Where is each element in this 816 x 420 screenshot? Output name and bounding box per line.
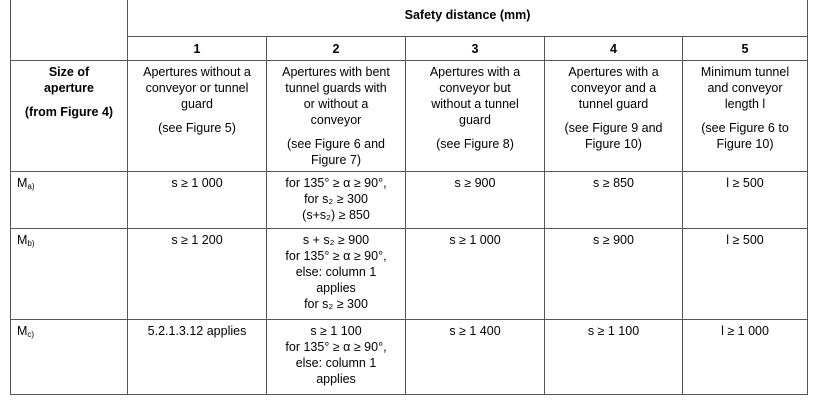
column-description-line: and conveyor xyxy=(707,81,783,95)
aperture-size-label xyxy=(11,172,128,229)
column-description-line: without a tunnel xyxy=(431,97,519,111)
group-header xyxy=(128,0,808,37)
table-cell-col-4 xyxy=(545,320,683,395)
figure-reference-line: (see Figure 6 to xyxy=(701,121,789,135)
cell-line: s ≥ 850 xyxy=(593,176,634,190)
table-cell-col-5 xyxy=(683,172,808,229)
figure-reference-line: Figure 10) xyxy=(585,137,642,151)
table-cell-col-5 xyxy=(683,229,808,320)
cell-line: (s+s₂) ≥ 850 xyxy=(302,208,370,222)
column-description-line: Minimum tunnel xyxy=(700,65,790,79)
column-description-line: conveyor xyxy=(310,113,362,127)
col-num-5: 5 xyxy=(683,37,808,61)
col-num-3: 3 xyxy=(406,37,545,61)
table-cell-col-1 xyxy=(128,172,267,229)
cell-line: s ≥ 900 xyxy=(593,233,634,247)
cell-line: s ≥ 1 100 xyxy=(310,324,362,338)
table-cell-col-3 xyxy=(406,229,545,320)
aperture-symbol: M xyxy=(17,176,28,190)
group-title: Safety distance (mm) xyxy=(404,8,531,22)
cell-line: for 135° ≥ α ≥ 90°, xyxy=(285,340,387,354)
column-description-line: tunnel guard xyxy=(578,97,649,111)
table-cell-col-4 xyxy=(545,229,683,320)
figure-reference-line: Figure 10) xyxy=(716,137,774,151)
col-num-1: 1 xyxy=(128,37,267,61)
cell-line: l ≥ 500 xyxy=(726,233,764,247)
aperture-subscript: a) xyxy=(27,182,35,191)
table-row xyxy=(11,320,808,395)
column-description-line: guard xyxy=(459,113,491,127)
col-num-4: 4 xyxy=(545,37,683,61)
corner-cell xyxy=(11,0,128,61)
column-description-line: guard xyxy=(181,97,213,111)
cell-line: s ≥ 900 xyxy=(454,176,496,190)
figure-reference-line: (see Figure 5) xyxy=(158,121,236,135)
cell-line: s ≥ 1 000 xyxy=(449,233,501,247)
table-row xyxy=(11,229,808,320)
cell-line: l ≥ 1 000 xyxy=(721,324,769,338)
row-header-cell xyxy=(11,61,128,172)
column-description-line: Apertures with bent xyxy=(282,65,390,79)
aperture-symbol: M xyxy=(17,324,28,338)
table-cell-col-3 xyxy=(406,172,545,229)
cell-line: s + s₂ ≥ 900 xyxy=(302,233,370,247)
table-cell-col-2 xyxy=(267,229,406,320)
col-desc-5 xyxy=(683,61,808,172)
table-row xyxy=(11,172,808,229)
cell-line: s ≥ 1 400 xyxy=(449,324,501,338)
cell-line: else: column 1 xyxy=(295,356,377,370)
aperture-subscript: c) xyxy=(27,330,35,339)
table-cell-col-5 xyxy=(683,320,808,395)
col-num-2: 2 xyxy=(267,37,406,61)
table-cell-col-4 xyxy=(545,172,683,229)
column-description-line: tunnel guards with xyxy=(285,81,387,95)
column-description-line: Apertures with a xyxy=(568,65,659,79)
table-cell-col-1 xyxy=(128,320,267,395)
cell-line: else: column 1 xyxy=(295,265,377,279)
row-header-line: Size of xyxy=(48,65,90,79)
col-desc-4 xyxy=(545,61,683,172)
figure-reference-line: (see Figure 9 and xyxy=(564,121,663,135)
cell-line: for 135° ≥ α ≥ 90°, xyxy=(285,249,387,263)
col-desc-3 xyxy=(406,61,545,172)
col-desc-2 xyxy=(267,61,406,172)
column-description-row xyxy=(11,61,808,172)
column-description-line: Apertures without a xyxy=(143,65,251,79)
table-cell-col-2 xyxy=(267,320,406,395)
column-description-line: conveyor but xyxy=(439,81,511,95)
aperture-size-label xyxy=(11,229,128,320)
aperture-subscript: b) xyxy=(27,239,35,248)
aperture-symbol: M xyxy=(17,233,28,247)
column-description-line: or without a xyxy=(303,97,369,111)
column-description-line: conveyor and a xyxy=(570,81,657,95)
table-cell-col-2 xyxy=(267,172,406,229)
cell-line: for s₂ ≥ 300 xyxy=(304,192,368,206)
row-header-line: (from Figure 4) xyxy=(24,105,114,119)
aperture-size-label xyxy=(11,320,128,395)
figure-reference-line: (see Figure 8) xyxy=(436,137,514,151)
column-description-line: conveyor or tunnel xyxy=(145,81,249,95)
row-header-line: aperture xyxy=(43,81,95,95)
col-desc-1 xyxy=(128,61,267,172)
cell-line: s ≥ 1 200 xyxy=(171,233,223,247)
cell-line: 5.2.1.3.12 applies xyxy=(147,324,247,338)
safety-distance-table xyxy=(10,0,808,395)
column-number-row xyxy=(11,37,808,61)
column-description-line: length l xyxy=(724,97,766,111)
table-cell-col-1 xyxy=(128,229,267,320)
cell-line: applies xyxy=(316,372,356,386)
cell-line: l ≥ 500 xyxy=(726,176,764,190)
cell-line: for 135° ≥ α ≥ 90°, xyxy=(285,176,387,190)
cell-line: for s₂ ≥ 300 xyxy=(304,297,368,311)
cell-line: applies xyxy=(316,281,356,295)
figure-reference-line: (see Figure 6 and xyxy=(287,137,385,151)
table-cell-col-3 xyxy=(406,320,545,395)
column-description-line: Apertures with a xyxy=(429,65,521,79)
figure-reference-line: Figure 7) xyxy=(310,153,362,167)
cell-line: s ≥ 1 100 xyxy=(587,324,640,338)
cell-line: s ≥ 1 000 xyxy=(171,176,223,190)
